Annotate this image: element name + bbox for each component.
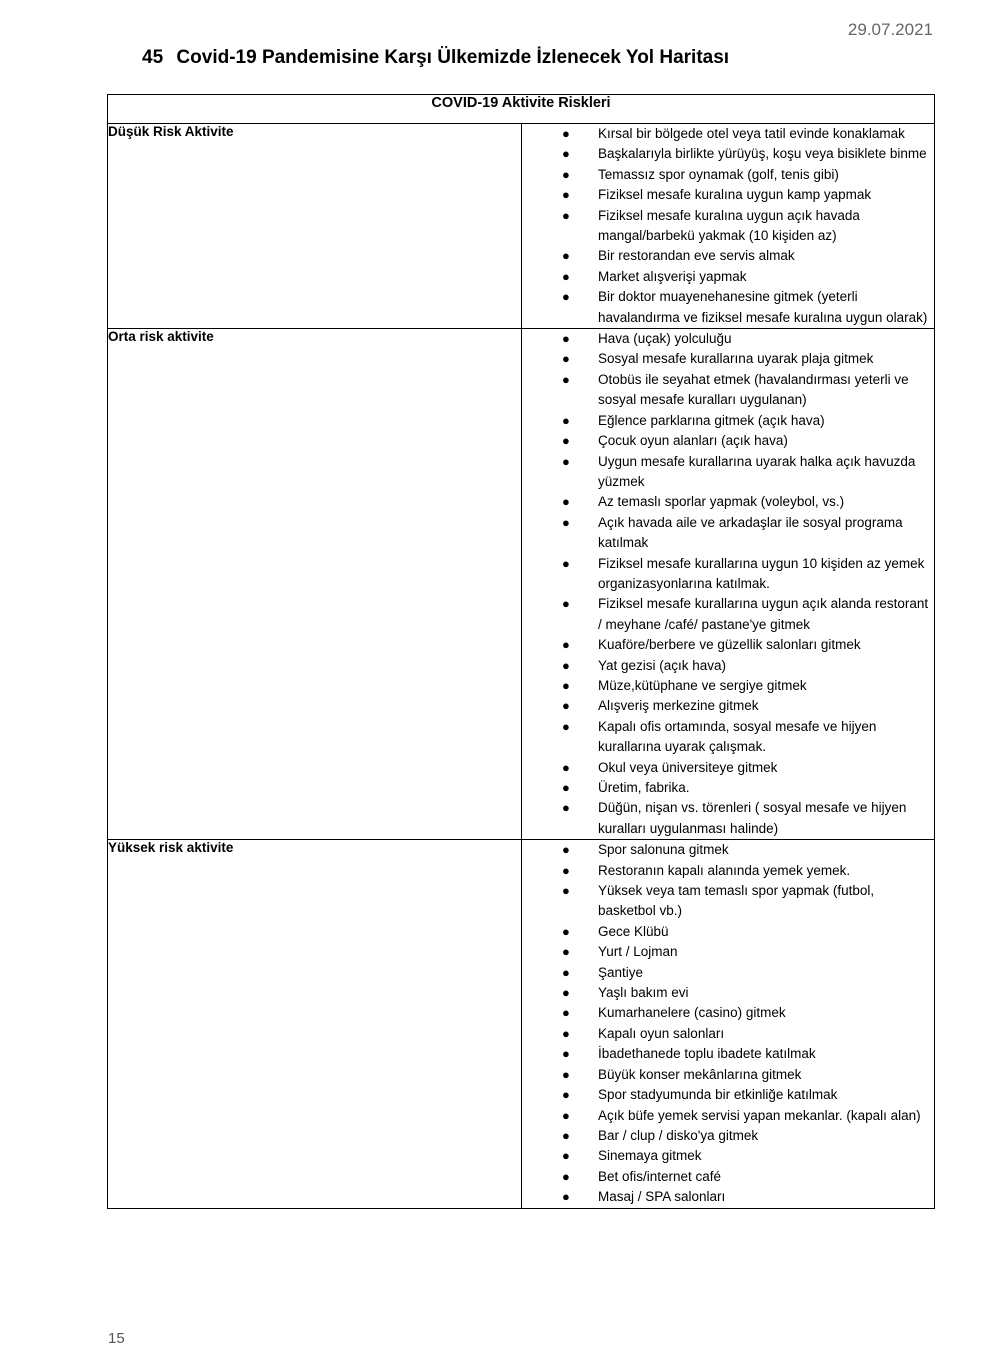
activity-list bbox=[522, 840, 934, 1207]
list-item-text: Fiziksel mesafe kurallarına uygun açık alanda restorant / meyhane /café/ pastane'ye gitmek bbox=[598, 596, 929, 632]
list-item-text: Bar / clup / disko'ya gitmek bbox=[598, 1127, 759, 1143]
list-item-text: Kuaföre/berbere ve güzellik salonları gitmek bbox=[598, 637, 861, 653]
list-item bbox=[522, 349, 934, 369]
list-item-text: Kırsal bir bölgede otel veya tatil evinde konaklamak bbox=[598, 126, 905, 141]
bullet-icon: ● bbox=[562, 944, 570, 960]
list-item bbox=[522, 370, 934, 411]
list-item bbox=[522, 778, 934, 798]
bullet-icon: ● bbox=[562, 964, 570, 980]
bullet-icon: ● bbox=[562, 268, 570, 284]
list-item-text: Restoranın kapalı alanında yemek yemek. bbox=[598, 862, 851, 878]
bullet-icon: ● bbox=[562, 1189, 570, 1205]
list-item bbox=[522, 717, 934, 758]
list-item bbox=[522, 287, 934, 328]
list-item bbox=[522, 963, 934, 983]
list-item bbox=[522, 1106, 934, 1126]
list-item-text: Yüksek veya tam temaslı spor yapmak (futbol, basketbol vb.) bbox=[598, 883, 875, 919]
risk-category: Yüksek risk aktivite bbox=[108, 840, 522, 1208]
bullet-icon: ● bbox=[562, 412, 570, 428]
list-item bbox=[522, 1044, 934, 1064]
list-item bbox=[522, 635, 934, 655]
bullet-icon: ● bbox=[562, 698, 570, 714]
list-item bbox=[522, 1146, 934, 1166]
activity-cell bbox=[522, 124, 935, 329]
list-item-text: Temassız spor oynamak (golf, tenis gibi) bbox=[598, 166, 839, 182]
list-item-text: Spor salonuna gitmek bbox=[598, 842, 729, 858]
bullet-icon: ● bbox=[562, 371, 570, 387]
list-item bbox=[522, 431, 934, 451]
risk-category: Orta risk aktivite bbox=[108, 329, 522, 840]
list-item bbox=[522, 1085, 934, 1105]
bullet-icon: ● bbox=[562, 596, 570, 612]
bullet-icon: ● bbox=[562, 1087, 570, 1103]
bullet-icon: ● bbox=[562, 800, 570, 816]
list-item-text: Yaşlı bakım evi bbox=[598, 985, 689, 1001]
activity-cell bbox=[522, 329, 935, 840]
list-item-text: Hava (uçak) yolculuğu bbox=[598, 331, 732, 347]
list-item-text: Şantiye bbox=[598, 964, 644, 980]
list-item-text: Uygun mesafe kurallarına uyarak halka açık havuzda yüzmek bbox=[598, 453, 916, 489]
bullet-icon: ● bbox=[562, 126, 570, 141]
list-item bbox=[522, 758, 934, 778]
bullet-icon: ● bbox=[562, 514, 570, 530]
list-item bbox=[522, 165, 934, 185]
bullet-icon: ● bbox=[562, 433, 570, 449]
bullet-icon: ● bbox=[562, 207, 570, 223]
bullet-icon: ● bbox=[562, 985, 570, 1001]
list-item bbox=[522, 840, 934, 860]
activity-list bbox=[522, 329, 934, 839]
list-item bbox=[522, 492, 934, 512]
table-caption: COVID-19 Aktivite Riskleri bbox=[108, 95, 935, 124]
list-item-text: Fiziksel mesafe kuralına uygun açık havada mangal/barbekü yakmak (10 kişiden az) bbox=[598, 207, 860, 244]
list-item-text: Açık büfe yemek servisi yapan mekanlar. (kapalı alan) bbox=[598, 1107, 921, 1123]
list-item bbox=[522, 452, 934, 493]
list-item bbox=[522, 1167, 934, 1187]
bullet-icon: ● bbox=[562, 883, 570, 899]
list-item-text: Fiziksel mesafe kurallarına uygun 10 kişiden az yemek organizasyonlarına katılmak. bbox=[598, 555, 925, 591]
risk-row bbox=[108, 124, 935, 329]
bullet-icon: ● bbox=[562, 555, 570, 571]
bullet-icon: ● bbox=[562, 1107, 570, 1123]
list-item bbox=[522, 861, 934, 881]
list-item-text: Kumarhanelere (casino) gitmek bbox=[598, 1005, 786, 1021]
list-item bbox=[522, 144, 934, 164]
bullet-icon: ● bbox=[562, 842, 570, 858]
list-item bbox=[522, 1024, 934, 1044]
bullet-icon: ● bbox=[562, 677, 570, 693]
list-item-text: Açık havada aile ve arkadaşlar ile sosyal programa katılmak bbox=[598, 514, 903, 551]
risk-table-body bbox=[108, 124, 935, 1209]
bullet-icon: ● bbox=[562, 1025, 570, 1041]
list-item-text: Gece Klübü bbox=[598, 923, 669, 939]
bullet-icon: ● bbox=[562, 351, 570, 367]
list-item-text: Sosyal mesafe kurallarına uyarak plaja gitmek bbox=[598, 351, 874, 367]
list-item bbox=[522, 922, 934, 942]
page-title bbox=[142, 47, 729, 69]
list-item bbox=[522, 881, 934, 922]
document-date: 29.07.2021 bbox=[847, 20, 933, 39]
bullet-icon: ● bbox=[562, 759, 570, 775]
bullet-icon: ● bbox=[562, 248, 570, 264]
list-item bbox=[522, 124, 934, 144]
list-item bbox=[522, 329, 934, 349]
list-item bbox=[522, 676, 934, 696]
list-item-text: Bir restorandan eve servis almak bbox=[598, 248, 795, 264]
list-item bbox=[522, 696, 934, 716]
bullet-icon: ● bbox=[562, 1046, 570, 1062]
list-item-text: Eğlence parklarına gitmek (açık hava) bbox=[598, 412, 825, 428]
activity-cell bbox=[522, 840, 935, 1208]
list-item-text: Üretim, fabrika. bbox=[598, 780, 690, 795]
list-item-text: Otobüs ile seyahat etmek (havalandırması yeterli ve sosyal mesafe kuralları uygulanan) bbox=[598, 371, 909, 408]
list-item-text: Kapalı ofis ortamında, sosyal mesafe ve hijyen kurallarına uyarak çalışmak. bbox=[598, 718, 877, 755]
page-number: 15 bbox=[108, 1330, 125, 1347]
risk-category: Düşük Risk Aktivite bbox=[108, 124, 522, 329]
bullet-icon: ● bbox=[562, 289, 570, 305]
bullet-icon: ● bbox=[562, 331, 570, 347]
list-item bbox=[522, 246, 934, 266]
risk-table bbox=[107, 94, 935, 1209]
list-item bbox=[522, 798, 934, 839]
list-item bbox=[522, 1065, 934, 1085]
bullet-icon: ● bbox=[562, 718, 570, 734]
activity-list bbox=[522, 124, 934, 328]
list-item bbox=[522, 267, 934, 287]
bullet-icon: ● bbox=[562, 1066, 570, 1082]
list-item-text: Market alışverişi yapmak bbox=[598, 268, 747, 284]
list-item bbox=[522, 1187, 934, 1207]
list-item-text: İbadethanede toplu ibadete katılmak bbox=[598, 1046, 816, 1062]
list-item-text: Masaj / SPA salonları bbox=[598, 1189, 726, 1205]
title-text: Covid-19 Pandemisine Karşı Ülkemizde İzlenecek Yol Haritası bbox=[176, 47, 730, 68]
bullet-icon: ● bbox=[562, 657, 570, 673]
list-item-text: Müze,kütüphane ve sergiye gitmek bbox=[598, 677, 807, 693]
list-item-text: Sinemaya gitmek bbox=[598, 1148, 702, 1164]
bullet-icon: ● bbox=[562, 862, 570, 878]
list-item-text: Fiziksel mesafe kuralına uygun kamp yapmak bbox=[598, 187, 872, 203]
list-item bbox=[522, 942, 934, 962]
section-number: 45 bbox=[142, 47, 164, 68]
bullet-icon: ● bbox=[562, 166, 570, 182]
list-item bbox=[522, 411, 934, 431]
list-item-text: Spor stadyumunda bir etkinliğe katılmak bbox=[598, 1087, 838, 1103]
list-item bbox=[522, 1003, 934, 1023]
list-item bbox=[522, 206, 934, 247]
list-item bbox=[522, 554, 934, 595]
bullet-icon: ● bbox=[562, 187, 570, 203]
list-item bbox=[522, 656, 934, 676]
list-item bbox=[522, 513, 934, 554]
list-item-text: Okul veya üniversiteye gitmek bbox=[598, 759, 778, 775]
list-item-text: Alışveriş merkezine gitmek bbox=[598, 698, 759, 714]
list-item-text: Bir doktor muayenehanesine gitmek (yeterli havalandırma ve fiziksel mesafe kuralına uygun olarak) bbox=[598, 289, 928, 325]
bullet-icon: ● bbox=[562, 494, 570, 510]
list-item-text: Yurt / Lojman bbox=[598, 944, 678, 960]
list-item-text: Kapalı oyun salonları bbox=[598, 1025, 725, 1041]
bullet-icon: ● bbox=[562, 1168, 570, 1184]
bullet-icon: ● bbox=[562, 923, 570, 939]
bullet-icon: ● bbox=[562, 780, 570, 795]
bullet-icon: ● bbox=[562, 1127, 570, 1143]
bullet-icon: ● bbox=[562, 146, 570, 162]
list-item bbox=[522, 983, 934, 1003]
risk-row bbox=[108, 840, 935, 1208]
list-item-text: Bet ofis/internet café bbox=[598, 1168, 722, 1184]
bullet-icon: ● bbox=[562, 1148, 570, 1164]
bullet-icon: ● bbox=[562, 453, 570, 469]
list-item-text: Başkalarıyla birlikte yürüyüş, koşu veya bisiklete binme bbox=[598, 146, 927, 162]
list-item-text: Çocuk oyun alanları (açık hava) bbox=[598, 433, 788, 449]
list-item-text: Düğün, nişan vs. törenleri ( sosyal mesafe ve hijyen kuralları uygulanması halinde) bbox=[598, 800, 907, 836]
list-item bbox=[522, 1126, 934, 1146]
list-item bbox=[522, 594, 934, 635]
list-item bbox=[522, 185, 934, 205]
list-item-text: Yat gezisi (açık hava) bbox=[598, 657, 727, 673]
bullet-icon: ● bbox=[562, 1005, 570, 1021]
list-item-text: Az temaslı sporlar yapmak (voleybol, vs.) bbox=[598, 494, 845, 510]
risk-row bbox=[108, 329, 935, 840]
bullet-icon: ● bbox=[562, 637, 570, 653]
list-item-text: Büyük konser mekânlarına gitmek bbox=[598, 1066, 802, 1082]
